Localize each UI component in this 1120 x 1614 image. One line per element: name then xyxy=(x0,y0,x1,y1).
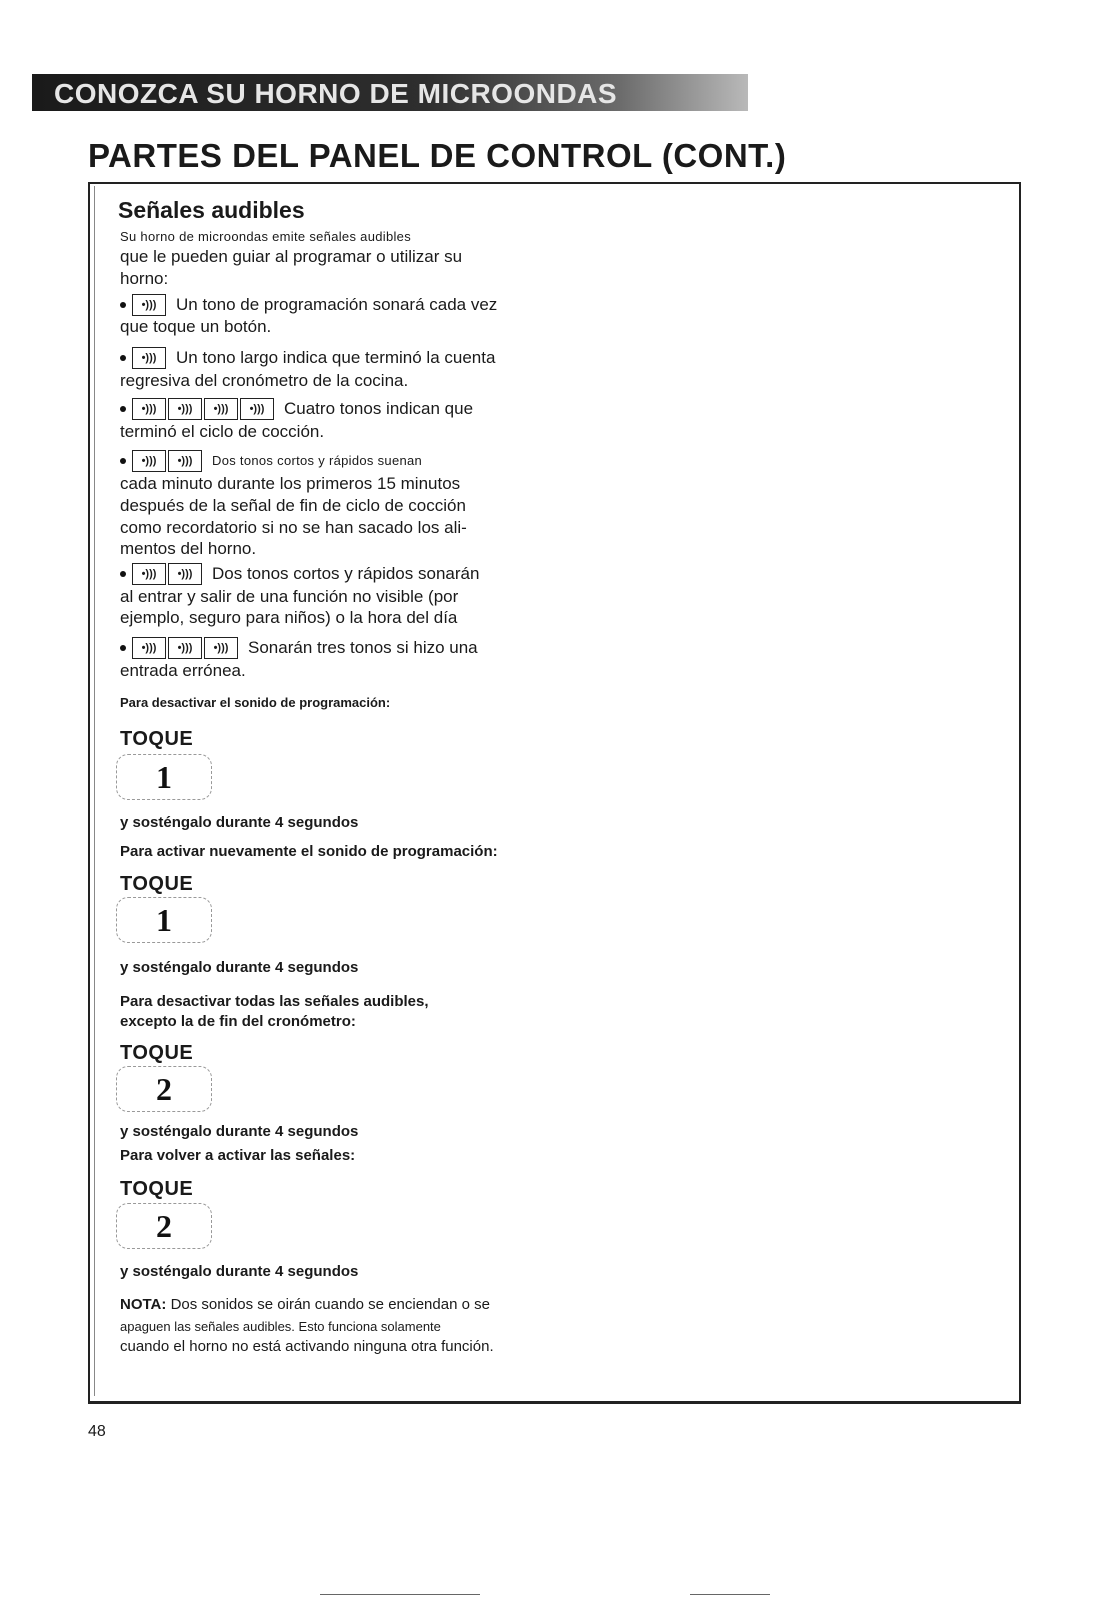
key-button-2: 2 xyxy=(116,1203,212,1249)
key-button-1: 1 xyxy=(116,754,212,800)
bullet-4-line-3: después de la señal de fin de ciclo de cocción xyxy=(120,496,466,515)
page-title: PARTES DEL PANEL DE CONTROL (CONT.) xyxy=(88,137,787,174)
bullet-4-line-4: como recordatorio si no se han sacado los ali- xyxy=(120,518,467,537)
bullet-item-2 xyxy=(120,347,495,369)
bullet-4-text: Dos tonos cortos y rápidos suenan xyxy=(212,453,423,468)
tone-icon: •))) xyxy=(168,450,202,472)
step-2-heading: Para activar nuevamente el sonido de programación: xyxy=(120,843,498,860)
bullet-icon xyxy=(120,645,126,651)
intro-line-2: que le pueden guiar al programar o utilizar su xyxy=(120,247,463,266)
bullet-1-text: Un tono de programación sonará cada vez xyxy=(176,295,498,314)
step-1-hold: y sosténgalo durante 4 segundos xyxy=(120,814,359,831)
bullet-icon xyxy=(120,302,126,308)
bullet-6-text: Sonarán tres tonos si hizo una xyxy=(248,638,478,657)
tone-icon: •))) xyxy=(168,398,202,420)
note-line-2: apaguen las señales audibles. Esto funciona solamente xyxy=(120,1319,441,1334)
tone-icon: •))) xyxy=(132,294,166,316)
header-banner xyxy=(32,74,748,111)
step-3-action-label: TOQUE xyxy=(120,1042,194,1064)
key-button-2: 2 xyxy=(116,1066,212,1112)
scan-rule xyxy=(690,1594,770,1595)
note-label: NOTA: xyxy=(120,1296,167,1313)
tone-icon: •))) xyxy=(132,563,166,585)
bullet-icon xyxy=(120,458,126,464)
page-number: 48 xyxy=(88,1423,106,1440)
bullet-icon xyxy=(120,571,126,577)
scan-rule xyxy=(320,1594,480,1595)
tone-icon: •))) xyxy=(132,398,166,420)
bullet-1-line-2: que toque un botón. xyxy=(120,317,272,336)
tone-icon: •))) xyxy=(204,398,238,420)
step-3-hold: y sosténgalo durante 4 segundos xyxy=(120,1123,359,1140)
bullet-item-6 xyxy=(120,637,478,659)
bullet-4-line-2: cada minuto durante los primeros 15 minutos xyxy=(120,474,461,493)
bullet-item-1 xyxy=(120,294,497,316)
note-line-1 xyxy=(120,1294,490,1316)
tone-icon: •))) xyxy=(168,563,202,585)
step-1-heading: Para desactivar el sonido de programación: xyxy=(120,695,391,710)
bullet-2-text: Un tono largo indica que terminó la cuenta xyxy=(176,348,496,367)
section-title: Señales audibles xyxy=(118,197,305,223)
bullet-item-3 xyxy=(120,398,473,420)
step-1-action-label: TOQUE xyxy=(120,728,194,750)
tone-icon: •))) xyxy=(132,347,166,369)
note-text-1: Dos sonidos se oirán cuando se enciendan o se xyxy=(170,1296,490,1313)
step-3-heading-line-2: excepto la de fin del cronómetro: xyxy=(120,1013,356,1030)
tone-icon: •))) xyxy=(168,637,202,659)
bullet-2-line-2: regresiva del cronómetro de la cocina. xyxy=(120,371,409,390)
banner-text: CONOZCA SU HORNO DE MICROONDAS xyxy=(54,78,618,109)
step-4-action-label: TOQUE xyxy=(120,1178,194,1200)
intro-line-3: horno: xyxy=(120,269,169,288)
step-3-heading-line-1: Para desactivar todas las señales audibles, xyxy=(120,993,429,1010)
note-line-3: cuando el horno no está activando ninguna otra función. xyxy=(120,1338,494,1355)
bullet-3-text: Cuatro tonos indican que xyxy=(284,399,474,418)
tone-icon: •))) xyxy=(204,637,238,659)
tone-icon: •))) xyxy=(240,398,274,420)
bullet-item-5 xyxy=(120,563,479,585)
bullet-5-line-2: al entrar y salir de una función no visible (por xyxy=(120,587,459,606)
bullet-item-4 xyxy=(120,450,422,472)
step-2-hold: y sosténgalo durante 4 segundos xyxy=(120,959,359,976)
tone-icon: •))) xyxy=(132,637,166,659)
step-4-heading: Para volver a activar las señales: xyxy=(120,1147,356,1164)
tone-icon: •))) xyxy=(132,450,166,472)
intro-line-1: Su horno de microondas emite señales audibles xyxy=(120,229,411,244)
bullet-3-line-2: terminó el ciclo de cocción. xyxy=(120,422,325,441)
bullet-4-line-5: mentos del horno. xyxy=(120,539,257,558)
key-button-1: 1 xyxy=(116,897,212,943)
bullet-5-text: Dos tonos cortos y rápidos sonarán xyxy=(212,564,480,583)
bullet-icon xyxy=(120,406,126,412)
frame-inner-line xyxy=(94,186,95,1396)
bullet-5-line-3: ejemplo, seguro para niños) o la hora del día xyxy=(120,608,458,627)
step-4-hold: y sosténgalo durante 4 segundos xyxy=(120,1263,359,1280)
bullet-icon xyxy=(120,355,126,361)
bullet-6-line-2: entrada errónea. xyxy=(120,661,246,680)
step-2-action-label: TOQUE xyxy=(120,873,194,895)
